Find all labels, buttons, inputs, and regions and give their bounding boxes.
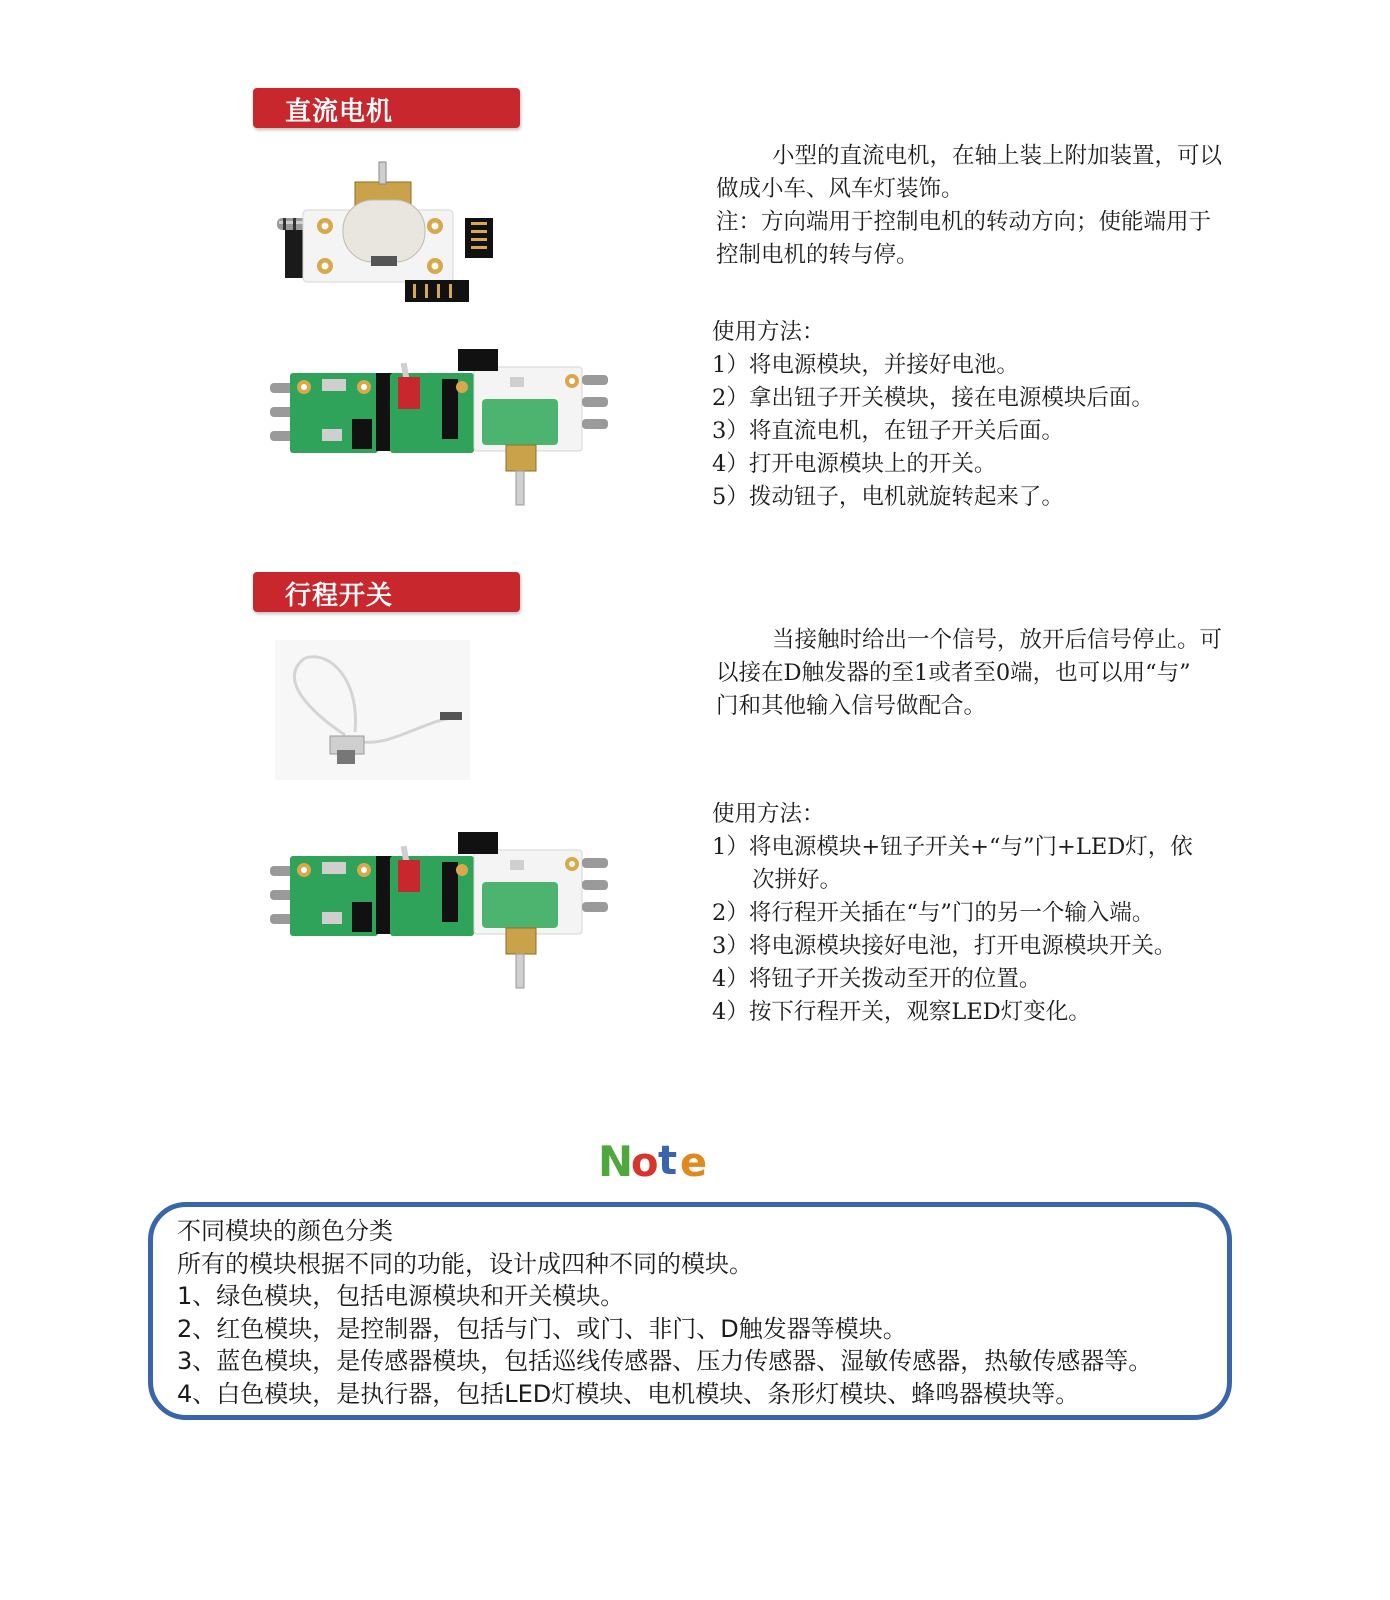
usage-title: 使用方法： xyxy=(712,319,825,345)
usage-step: 5）拨动钮子，电机就旋转起来了。 xyxy=(712,484,1064,510)
usage-step: 4）打开电源模块上的开关。 xyxy=(712,451,997,477)
assembled-circuit-image xyxy=(270,828,610,998)
section-title: 直流电机 xyxy=(285,97,394,127)
usage-step: 次拼好。 xyxy=(752,867,843,893)
note-lines xyxy=(177,1215,1152,1410)
usage-step: 4）将钮子开关拨动至开的位置。 xyxy=(712,966,1042,992)
section-title: 行程开关 xyxy=(285,581,394,611)
note-logo-letter: e xyxy=(680,1140,708,1182)
description-line: 注：方向端用于控制电机的转动方向；使能端用于 xyxy=(716,209,1212,235)
usage-title: 使用方法： xyxy=(712,801,825,827)
note-box xyxy=(148,1202,1232,1420)
usage-step: 3）将电源模块接好电池，打开电源模块开关。 xyxy=(712,933,1177,959)
note-logo xyxy=(598,1138,718,1182)
usage-step: 4）按下行程开关，观察LED灯变化。 xyxy=(712,999,1091,1025)
usage-step: 2）将行程开关插在“与”门的另一个输入端。 xyxy=(712,900,1155,926)
note-logo-letter: t xyxy=(658,1138,678,1182)
assembled-circuit-image xyxy=(270,345,610,515)
usage-step: 1）将电源模块，并接好电池。 xyxy=(712,352,1019,378)
description-line: 控制电机的转与停。 xyxy=(716,242,919,268)
note-logo-letter: N xyxy=(598,1138,634,1182)
description-line: 以接在D触发器的至1或者至0端，也可以用“与” xyxy=(716,660,1191,686)
usage-steps xyxy=(712,349,1312,514)
note-line: 2、红色模块，是控制器，包括与门、或门、非门、D触发器等模块。 xyxy=(177,1314,907,1343)
description-line: 当接触时给出一个信号，放开后信号停止。可 xyxy=(772,627,1223,653)
section-description xyxy=(716,140,1296,272)
section-description xyxy=(716,624,1296,723)
note-line: 3、蓝色模块，是传感器模块，包括巡线传感器、压力传感器、湿敏传感器，热敏传感器等。 xyxy=(177,1347,1153,1375)
usage-step: 3）将直流电机，在钮子开关后面。 xyxy=(712,418,1064,444)
description-line: 门和其他输入信号做配合。 xyxy=(716,693,987,719)
note-line: 4、白色模块，是执行器，包括LED灯模块、电机模块、条形灯模块、蜂鸣器模块等。 xyxy=(177,1379,1080,1408)
note-logo-letter: o xyxy=(631,1140,659,1182)
section-title-tag xyxy=(253,88,520,128)
usage-step: 1）将电源模块+钮子开关+“与”门+LED灯，依 xyxy=(712,834,1193,860)
usage-step: 2）拿出钮子开关模块，接在电源模块后面。 xyxy=(712,385,1154,411)
dc-motor-module-image xyxy=(275,160,505,310)
note-line: 所有的模块根据不同的功能，设计成四种不同的模块。 xyxy=(177,1249,753,1278)
travel-switch-image xyxy=(275,640,470,780)
section-title-tag xyxy=(253,572,520,612)
description-line: 做成小车、风车灯装饰。 xyxy=(716,176,964,202)
description-line: 小型的直流电机，在轴上装上附加装置，可以 xyxy=(772,143,1223,169)
note-line: 1、绿色模块，包括电源模块和开关模块。 xyxy=(177,1282,625,1310)
usage-steps xyxy=(712,831,1312,1029)
note-line: 不同模块的颜色分类 xyxy=(177,1217,393,1245)
